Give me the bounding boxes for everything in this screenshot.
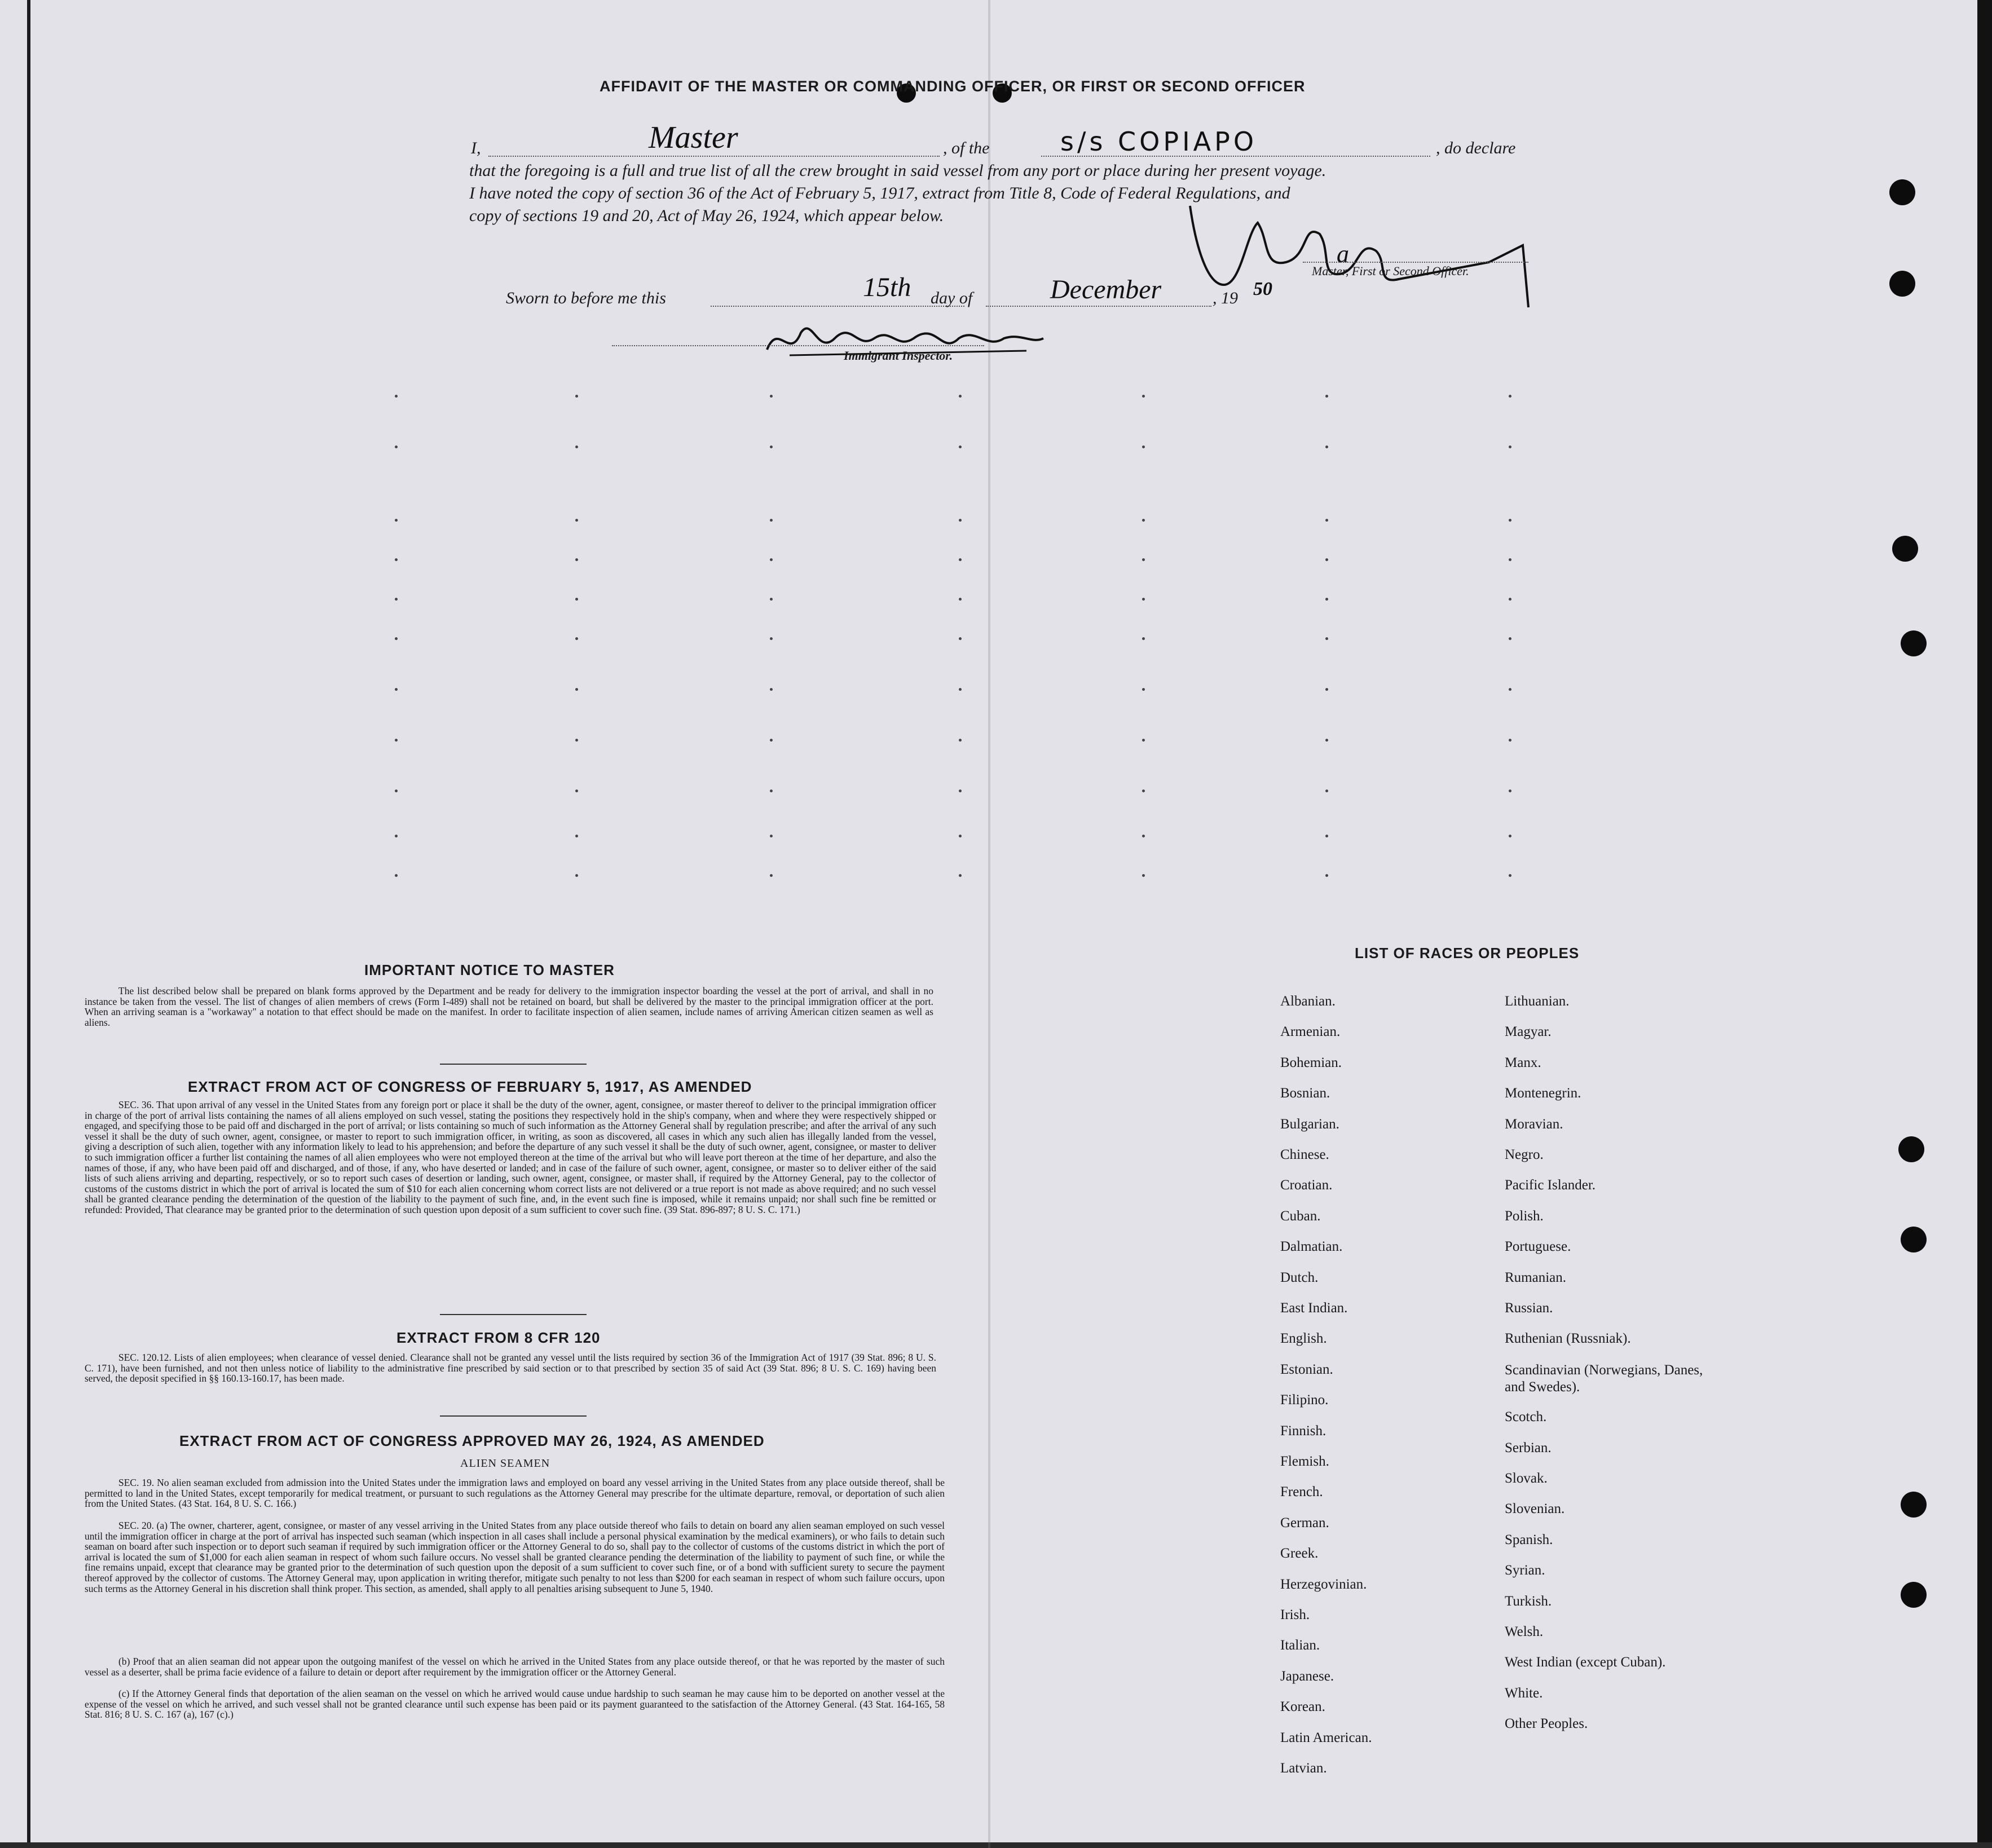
punch-hole: [1901, 630, 1927, 656]
grid-dot: [959, 874, 962, 877]
grid-dot: [1325, 739, 1328, 742]
race-item: German.: [1280, 1515, 1329, 1531]
master-name-handwritten: Master: [649, 120, 738, 155]
race-item: Rumanian.: [1505, 1269, 1567, 1285]
extract-1924-sec20c: (c) If the Attorney General finds that deportation of the alien seaman on the vessel on which he arrived would cause undue hardship to such seaman he may cause him to be deported on another vessel at the expense of the vessel on which he arrived, and such vessel shall not be granted clearance until such expense has been paid or its payment guaranteed to the satisfaction of the Attorney General. (43 Stat. 164-165, 58 Stat. 816; 8 U. S. C. 167 (a), 167 (c).): [85, 1688, 945, 1721]
signature-line: [1303, 262, 1528, 263]
grid-dot: [770, 519, 773, 522]
scan-edge-bottom: [0, 1842, 1992, 1848]
race-item: Latin American.: [1280, 1730, 1372, 1745]
grid-dot: [959, 688, 962, 691]
race-item: Russian.: [1505, 1300, 1553, 1316]
divider: [440, 1064, 587, 1065]
grid-dot: [959, 598, 962, 601]
grid-dot: [395, 835, 398, 837]
grid-dot: [1509, 790, 1511, 792]
grid-dot: [1325, 519, 1328, 522]
race-item: Albanian.: [1280, 994, 1336, 1009]
affidavit-body-line-1: that the foregoing is a full and true list of all the crew brought in said vessel from any port or place during her present voyage.: [469, 161, 1326, 180]
race-item: Dutch.: [1280, 1269, 1319, 1285]
grid-dot: [395, 688, 398, 691]
affidavit-body-line-2: I have noted the copy of section 36 of the Act of February 5, 1917, extract from Title 8, Code of Federal Regulations, and: [469, 184, 1290, 202]
grid-dot: [1325, 598, 1328, 601]
grid-dot: [395, 558, 398, 561]
grid-dot: [770, 688, 773, 691]
scan-edge-left: [27, 0, 30, 1848]
affidavit-title: AFFIDAVIT OF THE MASTER OR COMMANDING OFFICER, OR FIRST OR SECOND OFFICER: [600, 78, 1306, 95]
grid-dot: [1142, 637, 1145, 640]
grid-dot: [395, 637, 398, 640]
page-fold: [988, 0, 990, 1848]
race-item: Croatian.: [1280, 1177, 1333, 1193]
grid-dot: [1509, 637, 1511, 640]
affidavit-body-line-3: copy of sections 19 and 20, Act of May 26, 1924, which appear below.: [469, 206, 944, 225]
race-item: Armenian.: [1280, 1024, 1341, 1040]
grid-dot: [770, 598, 773, 601]
grid-dot: [395, 519, 398, 522]
grid-dot: [1509, 598, 1511, 601]
extract-1924-sec19: SEC. 19. No alien seaman excluded from admission into the United States under the immigration laws and employed on board any vessel arriving in the United States from any place outside thereof, shall be permitted to land in the United States, except temporarily for medical treatment, or pursuant to such regulations as the Attorney General may prescribe for the ultimate departure, removal, or deportation of such alien from the United States. (43 Stat. 164, 8 U. S. C. 166.): [85, 1477, 945, 1510]
month-line: [986, 306, 1211, 307]
race-item: French.: [1280, 1484, 1323, 1500]
inspector-caption: Immigrant Inspector.: [844, 349, 953, 363]
race-item: Spanish.: [1505, 1532, 1553, 1547]
grid-dot: [1509, 835, 1511, 837]
race-item: Magyar.: [1505, 1024, 1552, 1040]
grid-dot: [575, 688, 578, 691]
grid-dot: [1142, 688, 1145, 691]
grid-dot: [1325, 558, 1328, 561]
grid-dot: [395, 598, 398, 601]
race-item: Serbian.: [1505, 1440, 1552, 1456]
grid-dot: [959, 558, 962, 561]
race-item: Japanese.: [1280, 1668, 1334, 1684]
day-of-label: day of: [931, 289, 973, 307]
punch-hole: [1892, 536, 1918, 562]
punch-hole: [1901, 1227, 1927, 1252]
punch-hole: [1889, 271, 1915, 297]
race-item: Portuguese.: [1505, 1239, 1571, 1255]
grid-dot: [395, 446, 398, 448]
grid-dot: [770, 739, 773, 742]
race-item: White.: [1505, 1685, 1543, 1701]
grid-dot: [1509, 446, 1511, 448]
grid-dot: [1325, 874, 1328, 877]
grid-dot: [1509, 739, 1511, 742]
grid-dot: [1142, 519, 1145, 522]
grid-dot: [959, 519, 962, 522]
grid-dot: [1509, 874, 1511, 877]
race-item: Syrian.: [1505, 1563, 1545, 1578]
grid-dot: [1509, 519, 1511, 522]
grid-dot: [575, 598, 578, 601]
extract-1924-sec20a: SEC. 20. (a) The owner, charterer, agent, consignee, or master of any vessel arriving in the United States from any place outside thereof who fails to detain on board any alien seaman employed on such vessel until the immigration officer in charge at the port of arrival has inspected such seaman (which inspection in all cases shall include a personal physical examination by the medical examiners), or who fails to detain such seaman on board after such inspection or to deport such seaman if required by such immigration officer or the Attorney General to do so, shall pay to the collector of customs of the customs district in which the port of arrival is located the sum of $1,000 for each alien seaman in respect of whom such failure occurs. No vessel shall be granted clearance pending the determination of the liability to payment of such fine, or while the fine remains unpaid, except that clearance may be granted prior to the determination of such question upon the deposit of a sum sufficient to cover such fine, or of a bond with sufficient surety to secure the payment thereof approved by the collector of customs. The Attorney General may, upon application in writing therefor, mitigate such penalty to not less than $200 for each seaman in respect of whom such failure occurs, upon such terms as the Attorney General in his discretion shall think proper. This section, as amended, shall apply to all penalties arising subsequent to June 5, 1940.: [85, 1520, 945, 1594]
race-item: English.: [1280, 1331, 1327, 1347]
punch-hole: [1898, 1136, 1924, 1162]
grid-dot: [575, 446, 578, 448]
grid-dot: [1325, 637, 1328, 640]
race-item: Herzegovinian.: [1280, 1576, 1367, 1592]
grid-dot: [1325, 790, 1328, 792]
month-handwritten: December: [1050, 275, 1162, 305]
race-item: Montenegrin.: [1505, 1086, 1581, 1101]
grid-dot: [1142, 598, 1145, 601]
notice-title: IMPORTANT NOTICE TO MASTER: [364, 962, 615, 978]
extract-1924-sec20b: (b) Proof that an alien seaman did not appear upon the outgoing manifest of the vessel on which he arrived in the United States from any place outside thereof, or that he was reported by the master of such vessel as a deserter, shall be prima facie evidence of a failure to detain or deport after requirement by the immigration officer or the Attorney General.: [85, 1656, 945, 1678]
grid-dot: [575, 739, 578, 742]
race-item: Slovenian.: [1505, 1501, 1565, 1517]
day-handwritten: 15th: [863, 272, 911, 302]
year-prefix: , 19: [1213, 289, 1238, 307]
grid-dot: [770, 874, 773, 877]
grid-dot: [575, 874, 578, 877]
grid-dot: [1325, 395, 1328, 398]
race-item: Bosnian.: [1280, 1086, 1330, 1101]
grid-dot: [395, 739, 398, 742]
race-item: Bulgarian.: [1280, 1116, 1339, 1132]
punch-hole: [1889, 179, 1915, 205]
extract-1917-title: EXTRACT FROM ACT OF CONGRESS OF FEBRUARY 5, 1917, AS AMENDED: [188, 1078, 752, 1095]
svg-text:a: a: [1337, 240, 1349, 268]
race-item: Dalmatian.: [1280, 1239, 1343, 1255]
grid-dot: [1509, 395, 1511, 398]
notice-text: The list described below shall be prepared on blank forms approved by the Department and be ready for delivery to the immigration inspector boarding the vessel at the port of arrival, and shall in no instance be taken from the vessel. The list of changes of alien members of crews (Form I-489) shall not be retained on board, but shall be delivered by the master to the principal immigration officer at the port. When an arriving seaman is a "workaway" a notation to that effect should be made on the manifest. In order to facilitate inspection of alien seamen, include names of arriving American citizen seamen as well as aliens.: [85, 985, 933, 1028]
race-item: Chinese.: [1280, 1147, 1329, 1162]
year-handwritten: 50: [1253, 279, 1272, 299]
scan-edge-right: [1977, 0, 1992, 1848]
grid-dot: [770, 790, 773, 792]
grid-dot: [1325, 835, 1328, 837]
race-item: Pacific Islander.: [1505, 1177, 1596, 1193]
race-item: Other Peoples.: [1505, 1716, 1588, 1732]
grid-dot: [959, 395, 962, 398]
master-name-line: [488, 156, 940, 157]
race-item: Moravian.: [1505, 1116, 1563, 1132]
grid-dot: [959, 637, 962, 640]
grid-dot: [1325, 688, 1328, 691]
race-item: Turkish.: [1505, 1593, 1552, 1609]
race-item: Negro.: [1505, 1147, 1544, 1162]
race-item: East Indian.: [1280, 1300, 1348, 1316]
grid-dot: [575, 637, 578, 640]
extract-1924-subtitle: ALIEN SEAMEN: [460, 1457, 550, 1470]
vessel-name-handwritten: s/s COPIAPO: [1060, 126, 1258, 157]
race-item: Finnish.: [1280, 1423, 1326, 1439]
divider: [440, 1415, 587, 1417]
race-item: Filipino.: [1280, 1392, 1329, 1408]
grid-dot: [1142, 395, 1145, 398]
race-item: Estonian.: [1280, 1361, 1333, 1377]
sworn-label: Sworn to before me this: [506, 289, 666, 307]
grid-dot: [1142, 790, 1145, 792]
races-title: LIST OF RACES OR PEOPLES: [1355, 945, 1580, 962]
race-item: Lithuanian.: [1505, 994, 1570, 1009]
grid-dot: [959, 790, 962, 792]
affidavit-of-the: , of the: [943, 139, 990, 157]
grid-dot: [1142, 446, 1145, 448]
grid-dot: [575, 790, 578, 792]
grid-dot: [770, 446, 773, 448]
race-item: West Indian (except Cuban).: [1505, 1655, 1666, 1670]
grid-dot: [1325, 446, 1328, 448]
punch-hole: [1901, 1582, 1927, 1608]
race-item: Korean.: [1280, 1699, 1325, 1715]
race-item: Bohemian.: [1280, 1055, 1342, 1070]
race-item: Greek.: [1280, 1546, 1319, 1562]
race-item: Scandinavian (Norwegians, Danes, and Swedes).: [1505, 1362, 1703, 1395]
affidavit-i-label: I,: [471, 139, 481, 157]
race-item: Italian.: [1280, 1638, 1320, 1653]
grid-dot: [770, 395, 773, 398]
grid-dot: [395, 874, 398, 877]
grid-dot: [1142, 558, 1145, 561]
grid-dot: [395, 790, 398, 792]
race-item: Latvian.: [1280, 1761, 1327, 1776]
grid-dot: [959, 739, 962, 742]
race-item: Slovak.: [1505, 1471, 1548, 1486]
grid-dot: [959, 835, 962, 837]
extract-1917-text: SEC. 36. That upon arrival of any vessel in the United States from any foreign port or place it shall be the duty of the owner, agent, consignee, or master thereof to deliver to the principal immigration officer in charge of the port of arrival lists containing the names of all aliens employed on such vessel, stating the positions they respectively hold in the ship's company, when and where they were respectively shipped or engaged, and specifying those to be paid off and discharged in the port of arrival; or lists containing so much of such information as the Attorney General shall by regulation prescribe; and after the arrival of any such vessel it shall be the duty of such owner, agent, consignee, or master to report to such immigration officer, in writing, as soon as discovered, all cases in which any such alien has illegally landed from the vessel, giving a description of such alien, together with any information likely to lead to his apprehension; and before the departure of any such vessel it shall be the duty of such owner, agent, consignee, or master to deliver to such immigration officer a further list containing the names of all alien employees who were not employed thereon at the time of the arrival but who will leave port thereon at the time of her departure, and also the names of those, if any, who have been paid off and discharged, and of those, if any, who have deserted or landed; and in case of the failure of such owner, agent, consignee, or master so to deliver either of the said lists of such aliens arriving and departing, respectively, or so to report such cases of desertion or landing, such owner, agent, consignee, or master shall, if required by the Attorney General, pay to the collector of customs of the customs district in which the port of arrival is located the sum of $10 for each alien concerning whom correct lists are not delivered or a true report is not made as above required; and no such vessel shall be granted clearance pending the determination of the question of the liability to the payment of such fine, and, in the event such fine is imposed, while it remains unpaid; nor shall such fine be remitted or refunded: Provided, That clearance may be granted prior to the determination of such question upon deposit of a sum sufficient to cover such fine. (39 Stat. 896-897; 8 U. S. C. 171.): [85, 1099, 936, 1215]
grid-dot: [1509, 558, 1511, 561]
grid-dot: [575, 519, 578, 522]
divider: [440, 1314, 587, 1315]
grid-dot: [770, 835, 773, 837]
punch-hole: [1901, 1492, 1927, 1518]
race-item: Polish.: [1505, 1208, 1544, 1224]
inspector-line: [612, 345, 984, 346]
grid-dot: [1142, 874, 1145, 877]
signature-caption: Master, First or Second Officer.: [1312, 264, 1469, 278]
extract-1924-title: EXTRACT FROM ACT OF CONGRESS APPROVED MAY 26, 1924, AS AMENDED: [179, 1432, 765, 1449]
race-item: Welsh.: [1505, 1624, 1544, 1639]
grid-dot: [1509, 688, 1511, 691]
grid-dot: [575, 558, 578, 561]
race-item: Manx.: [1505, 1055, 1541, 1070]
grid-dot: [959, 446, 962, 448]
grid-dot: [770, 637, 773, 640]
grid-dot: [575, 835, 578, 837]
affidavit-do-declare: , do declare: [1436, 139, 1516, 157]
race-item: Flemish.: [1280, 1454, 1329, 1469]
grid-dot: [1142, 739, 1145, 742]
race-item: Irish.: [1280, 1607, 1310, 1622]
grid-dot: [1142, 835, 1145, 837]
extract-cfr-text: SEC. 120.12. Lists of alien employees; when clearance of vessel denied. Clearance shall not be granted any vessel until the lists required by section 36 of the Immigration Act of 1917 (39 Stat. 896; 8 U. S. C. 171), have been furnished, and not then unless notice of liability to the administrative fine prescribed by said section or to that prescribed by section 35 of said Act (39 Stat. 896; 8 U. S. C. 169) having been served, the deposit specified in §§ 160.13-160.17, has been made.: [85, 1352, 936, 1384]
race-item: Cuban.: [1280, 1208, 1321, 1224]
grid-dot: [770, 558, 773, 561]
day-line: [711, 306, 964, 307]
grid-dot: [575, 395, 578, 398]
extract-cfr-title: EXTRACT FROM 8 CFR 120: [396, 1329, 601, 1346]
race-item: Ruthenian (Russniak).: [1505, 1331, 1631, 1347]
grid-dot: [395, 395, 398, 398]
race-item: Scotch.: [1505, 1409, 1547, 1425]
